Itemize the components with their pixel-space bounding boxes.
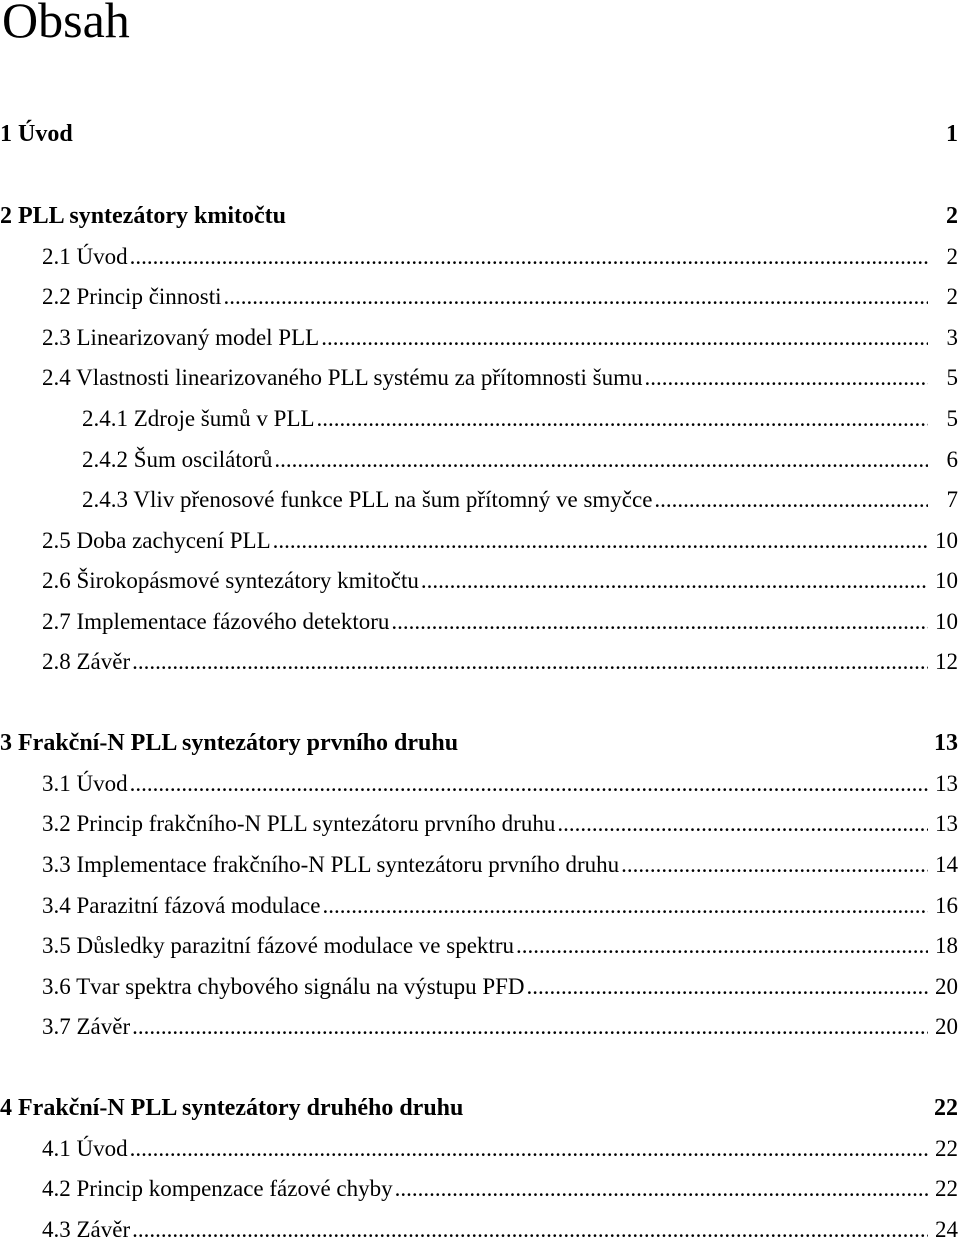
- toc-entry-page: 22: [934, 1095, 958, 1121]
- toc-entry-page: 13: [934, 730, 958, 756]
- toc-entry-2-3[interactable]: [42, 324, 958, 352]
- dot-leader: [132, 1013, 928, 1041]
- dot-leader: [130, 243, 928, 271]
- toc-entry-page: 13: [935, 771, 958, 796]
- toc-entry-page: 22: [935, 1136, 958, 1161]
- dot-leader: [654, 486, 928, 514]
- dot-leader: [130, 770, 928, 798]
- dot-leader: [317, 405, 928, 433]
- toc-entry-title: 4 Frakční-N PLL syntezátory druhého druhu: [0, 1095, 464, 1121]
- toc-entry-4-2[interactable]: [42, 1175, 958, 1203]
- toc-entry-2-8[interactable]: [42, 648, 958, 676]
- toc-entry-chapter-2[interactable]: [0, 202, 958, 230]
- toc-entry-3-2[interactable]: [42, 810, 958, 838]
- dot-leader: [421, 567, 928, 595]
- toc-entry-page: 6: [946, 447, 958, 472]
- toc-entry-3-3[interactable]: [42, 851, 958, 879]
- dot-leader: [527, 973, 928, 1001]
- toc-entry-page: 14: [935, 852, 958, 877]
- toc-entry-title: 4.1 Úvod: [42, 1136, 128, 1161]
- dot-leader: [395, 1175, 928, 1203]
- toc-entry-page: 3: [946, 325, 958, 350]
- toc-entry-title: 3.6 Tvar spektra chybového signálu na výstupu PFD: [42, 974, 525, 999]
- toc-entry-2-4-1[interactable]: [82, 405, 958, 433]
- toc-entry-chapter-4[interactable]: [0, 1094, 958, 1122]
- toc-entry-title: 2.4.1 Zdroje šumů v PLL: [82, 406, 315, 431]
- toc-entry-page: 24: [935, 1217, 958, 1242]
- toc-entry-2-5[interactable]: [42, 527, 958, 555]
- dot-leader: [644, 364, 928, 392]
- toc-entry-page: 1: [946, 121, 958, 147]
- dot-leader: [224, 283, 928, 311]
- toc-entry-title: 3.3 Implementace frakčního-N PLL syntezátoru prvního druhu: [42, 852, 620, 877]
- dot-leader: [130, 1135, 928, 1163]
- toc-entry-title: 3.7 Závěr: [42, 1014, 131, 1039]
- toc-entry-title: 2.3 Linearizovaný model PLL: [42, 325, 320, 350]
- toc-entry-page: 2: [946, 203, 958, 229]
- toc-entry-page: 16: [935, 893, 958, 918]
- toc-entry-title: 2.4 Vlastnosti linearizovaného PLL systému za přítomnosti šumu: [42, 365, 643, 390]
- toc-entry-title: 4.3 Závěr: [42, 1217, 131, 1242]
- dot-leader: [321, 324, 928, 352]
- toc-entry-page: 5: [946, 365, 958, 390]
- toc-entry-title: 3.2 Princip frakčního-N PLL syntezátoru prvního druhu: [42, 811, 556, 836]
- toc-entry-title: 2.5 Doba zachycení PLL: [42, 528, 271, 553]
- toc-entry-2-2[interactable]: [42, 283, 958, 311]
- toc-entry-3-1[interactable]: [42, 770, 958, 798]
- toc-entry-title: 2.7 Implementace fázového detektoru: [42, 609, 390, 634]
- toc-entry-title: 3 Frakční-N PLL syntezátory prvního druhu: [0, 730, 459, 756]
- toc-entry-4-3[interactable]: [42, 1216, 958, 1244]
- toc-entry-title: 2.2 Princip činnosti: [42, 284, 222, 309]
- dot-leader: [132, 1216, 928, 1244]
- toc-entry-4-1[interactable]: [42, 1135, 958, 1163]
- toc-entry-title: 1 Úvod: [0, 121, 73, 147]
- toc-entry-3-4[interactable]: [42, 892, 958, 920]
- toc-entry-page: 18: [935, 933, 958, 958]
- dot-leader: [132, 648, 928, 676]
- toc-entry-page: 10: [935, 568, 958, 593]
- toc-entry-2-4-2[interactable]: [82, 446, 958, 474]
- dot-leader: [557, 810, 928, 838]
- toc-entry-title: 2.4.3 Vliv přenosové funkce PLL na šum přítomný ve smyčce: [82, 487, 653, 512]
- toc-entry-title: 2.4.2 Šum oscilátorů: [82, 447, 273, 472]
- toc-entry-page: 10: [935, 528, 958, 553]
- toc-entry-2-1[interactable]: [42, 243, 958, 271]
- toc-entry-title: 2.6 Širokopásmové syntezátory kmitočtu: [42, 568, 419, 593]
- dot-leader: [516, 932, 928, 960]
- dot-leader: [274, 446, 928, 474]
- toc-entry-title: 3.1 Úvod: [42, 771, 128, 796]
- dot-leader: [322, 892, 928, 920]
- toc-entry-title: 2.1 Úvod: [42, 244, 128, 269]
- toc-entry-page: 12: [935, 649, 958, 674]
- toc-entry-2-4[interactable]: [42, 364, 958, 392]
- toc-entry-title: 2 PLL syntezátory kmitočtu: [0, 203, 286, 229]
- dot-leader: [273, 527, 928, 555]
- toc-entry-title: 3.4 Parazitní fázová modulace: [42, 893, 321, 918]
- toc-entry-chapter-1[interactable]: [0, 120, 958, 148]
- dot-leader: [621, 851, 928, 879]
- toc-entry-2-4-3[interactable]: [82, 486, 958, 514]
- toc-entry-page: 20: [935, 1014, 958, 1039]
- toc-entry-page: 13: [935, 811, 958, 836]
- toc-entry-page: 2: [946, 284, 958, 309]
- toc-entry-title: 2.8 Závěr: [42, 649, 131, 674]
- toc-entry-page: 2: [946, 244, 958, 269]
- toc-entry-3-7[interactable]: [42, 1013, 958, 1041]
- dot-leader: [391, 608, 928, 636]
- toc-entry-3-5[interactable]: [42, 932, 958, 960]
- toc-entry-page: 20: [935, 974, 958, 999]
- toc-entry-2-7[interactable]: [42, 608, 958, 636]
- toc-entry-2-6[interactable]: [42, 567, 958, 595]
- toc-entry-3-6[interactable]: [42, 973, 958, 1001]
- toc-entry-page: 22: [935, 1176, 958, 1201]
- toc-entry-chapter-3[interactable]: [0, 729, 958, 757]
- page-title: Obsah: [2, 0, 130, 48]
- toc-entry-page: 10: [935, 609, 958, 634]
- toc-entry-page: 5: [946, 406, 958, 431]
- toc-entry-title: 4.2 Princip kompenzace fázové chyby: [42, 1176, 393, 1201]
- toc-entry-title: 3.5 Důsledky parazitní fázové modulace ve spektru: [42, 933, 514, 958]
- toc-entry-page: 7: [946, 487, 958, 512]
